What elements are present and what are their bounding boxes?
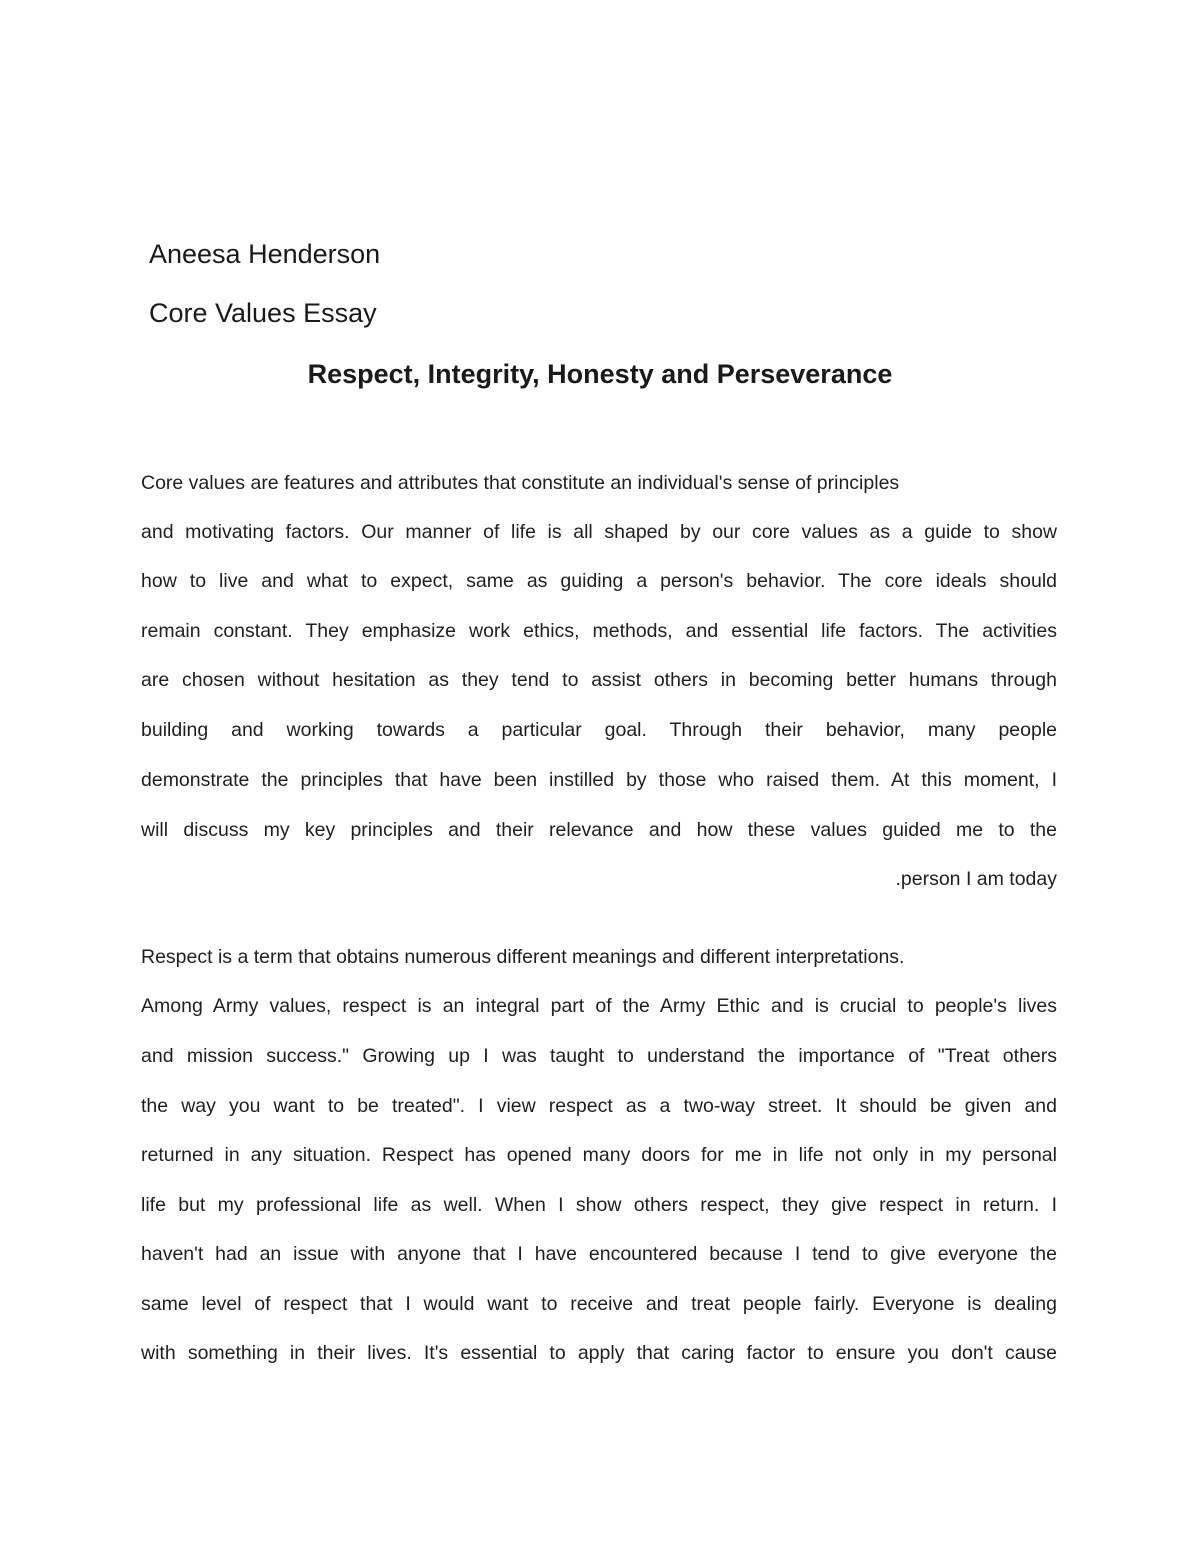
paragraph-line: Respect is a term that obtains numerous different meanings and different interpretations. bbox=[141, 946, 905, 968]
paragraph-line: the way you want to be treated". I view respect as a two-way street. It should be given and bbox=[141, 1095, 1057, 1117]
paragraph-line: same level of respect that I would want to receive and treat people fairly. Everyone is dealing bbox=[141, 1293, 1057, 1315]
paragraph-line: with something in their lives. It's essential to apply that caring factor to ensure you don't cause bbox=[141, 1342, 1057, 1364]
author-name: Aneesa Henderson bbox=[149, 239, 381, 269]
paragraph-line: how to live and what to expect, same as guiding a person's behavior. The core ideals should bbox=[141, 570, 1057, 592]
paragraph-line: Among Army values, respect is an integral part of the Army Ethic and is crucial to people's lives bbox=[141, 995, 1057, 1017]
paragraph-line: haven't had an issue with anyone that I have encountered because I tend to give everyone the bbox=[141, 1243, 1057, 1265]
paragraph-line: and motivating factors. Our manner of life is all shaped by our core values as a guide to show bbox=[141, 521, 1057, 543]
paragraph-line: remain constant. They emphasize work ethics, methods, and essential life factors. The activities bbox=[141, 620, 1057, 642]
paragraph-line: are chosen without hesitation as they tend to assist others in becoming better humans through bbox=[141, 669, 1057, 691]
paragraph-line: .person I am today bbox=[895, 868, 1057, 890]
document-label: Core Values Essay bbox=[149, 298, 377, 328]
paragraph-line: Core values are features and attributes that constitute an individual's sense of principles bbox=[141, 472, 900, 494]
paragraph-line: life but my professional life as well. When I show others respect, they give respect in return. I bbox=[141, 1194, 1057, 1216]
paragraph-line: building and working towards a particular goal. Through their behavior, many people bbox=[141, 719, 1057, 741]
paragraph-line: will discuss my key principles and their relevance and how these values guided me to the bbox=[141, 819, 1057, 841]
paragraph-line: demonstrate the principles that have been instilled by those who raised them. At this moment, I bbox=[141, 769, 1057, 791]
paragraph-line: returned in any situation. Respect has opened many doors for me in life not only in my personal bbox=[141, 1144, 1057, 1166]
essay-title: Respect, Integrity, Honesty and Perseverance bbox=[307, 359, 893, 389]
paragraph-line: and mission success." Growing up I was taught to understand the importance of "Treat others bbox=[141, 1045, 1057, 1067]
